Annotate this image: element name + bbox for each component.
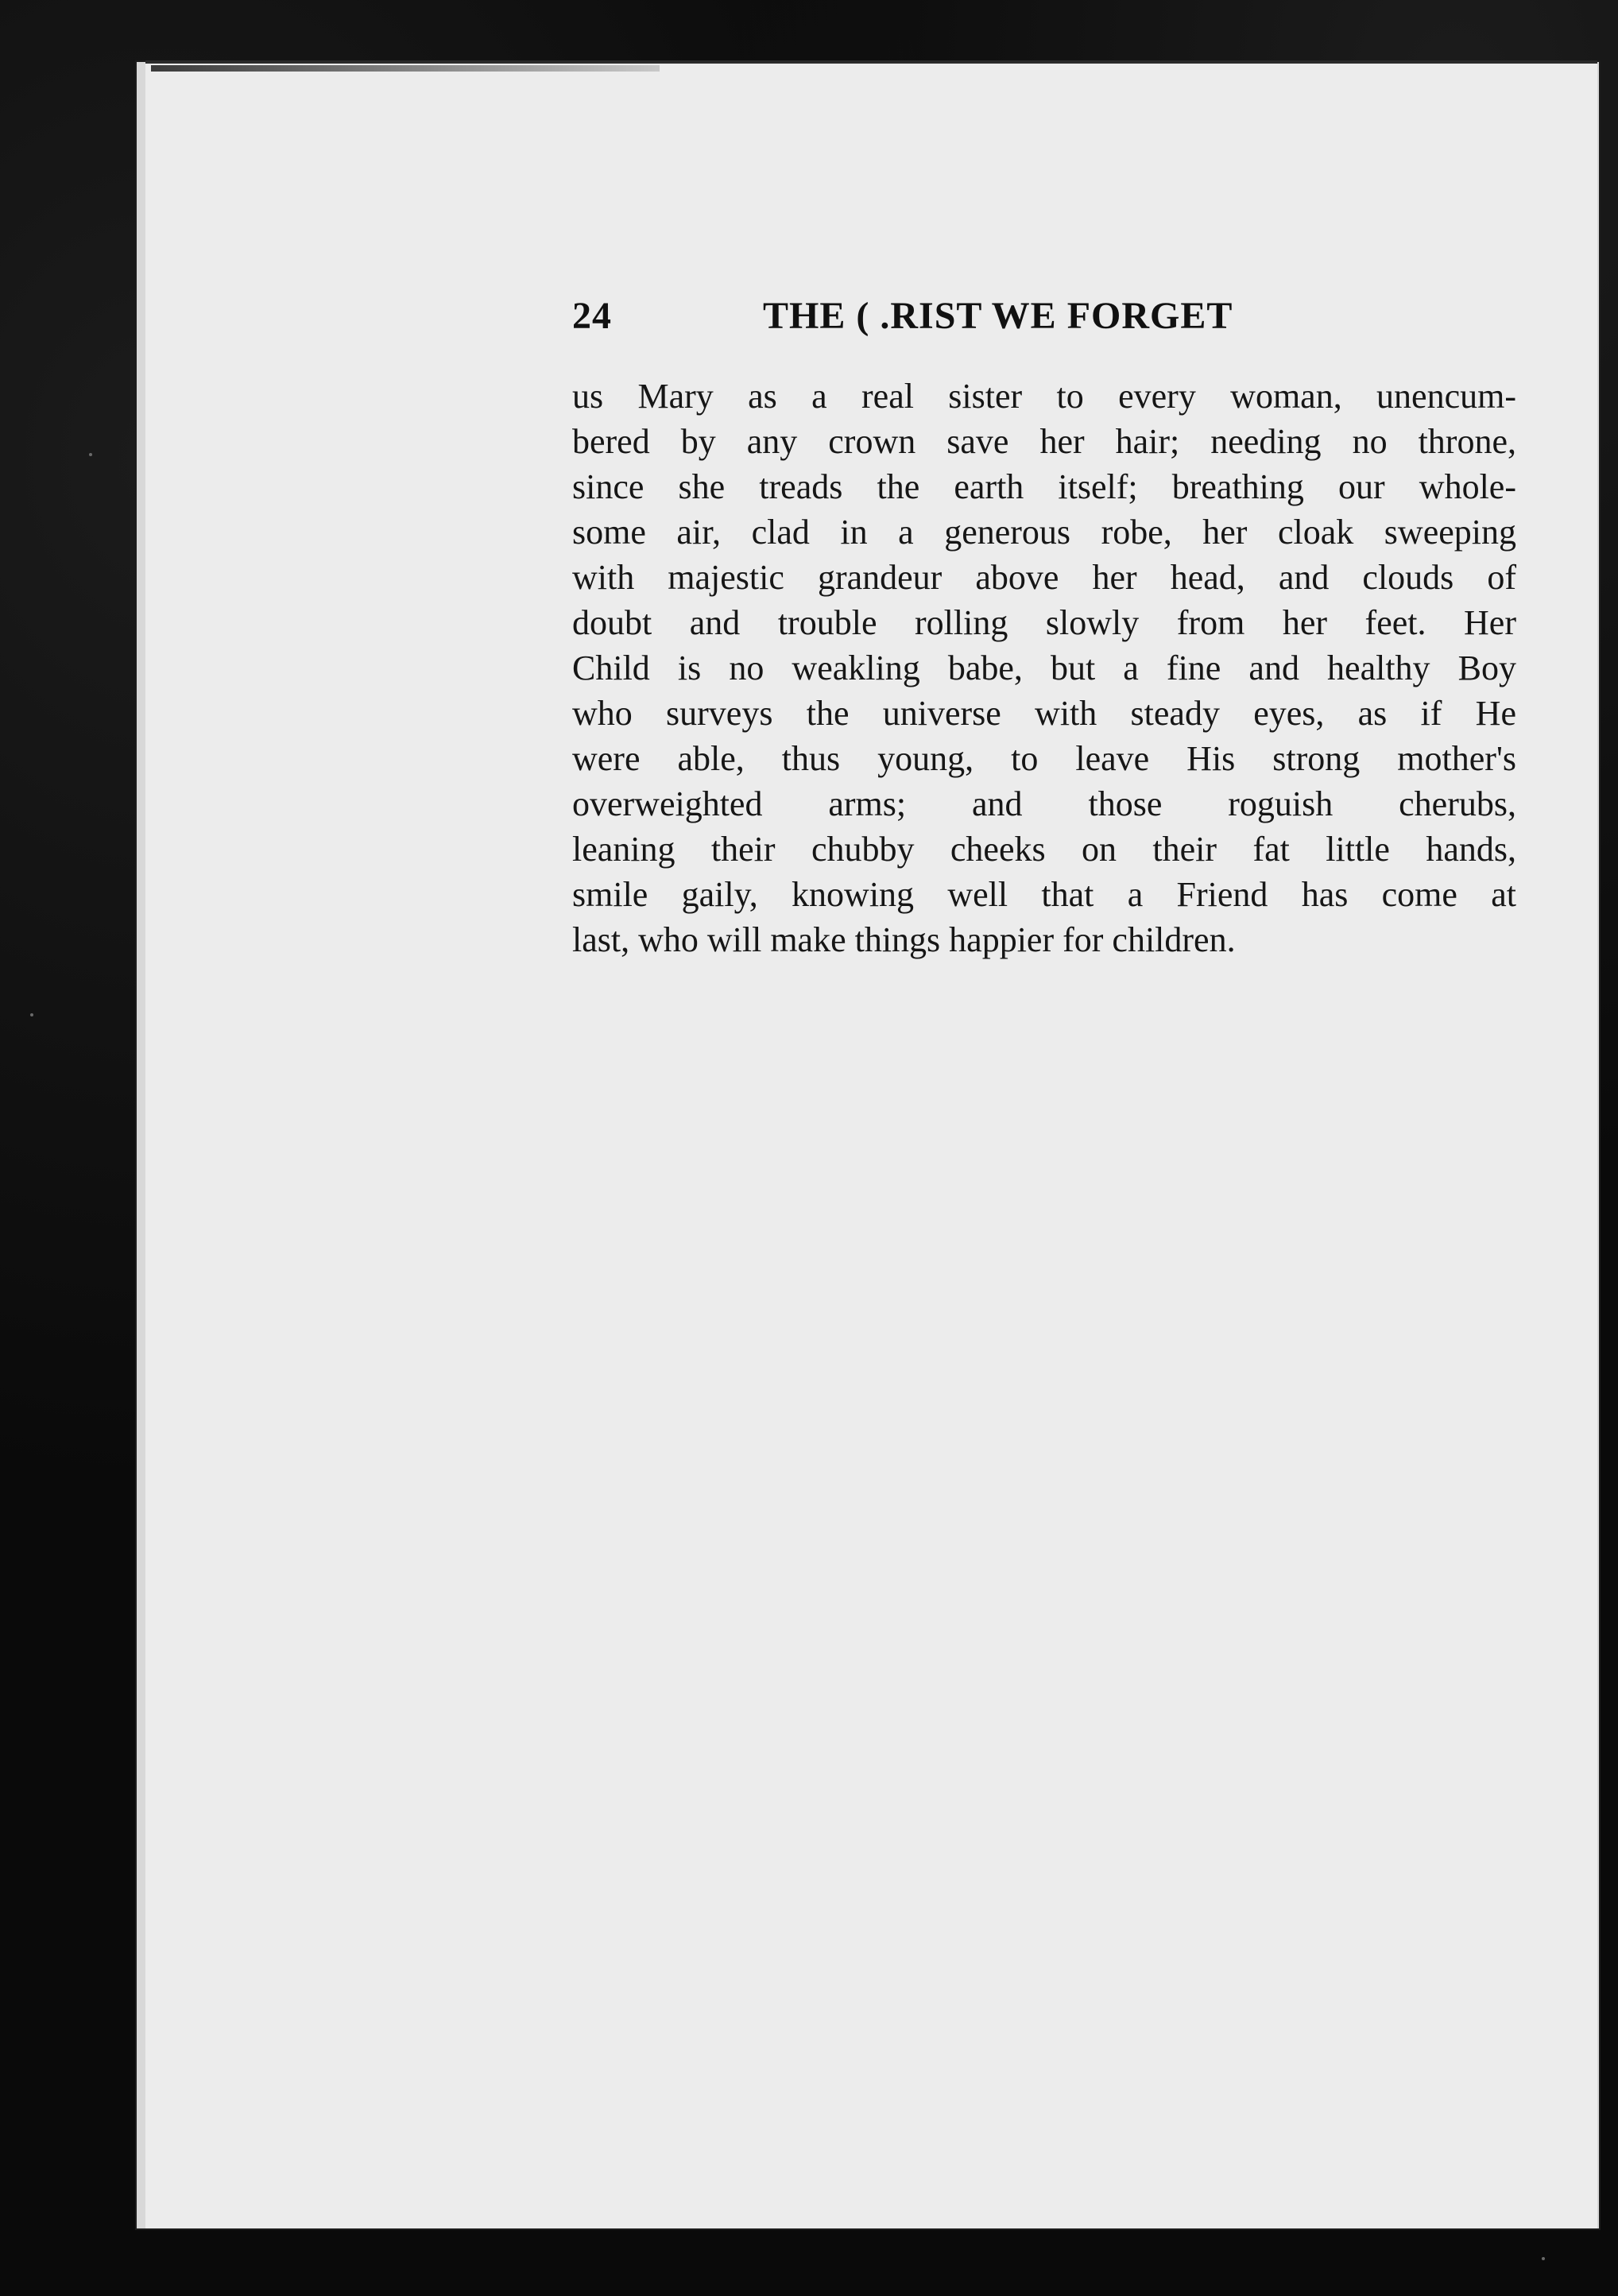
page-header	[572, 294, 1367, 350]
text-line: since she treads the earth itself; breathing our whole-	[572, 467, 1516, 506]
text-line: bered by any crown save her hair; needing no throne,	[572, 422, 1516, 461]
text-line: us Mary as a real sister to every woman, unencum-	[572, 377, 1516, 416]
text-line: were able, thus young, to leave His strong mother's	[572, 739, 1516, 778]
dust-speck	[1542, 2257, 1545, 2260]
dust-speck	[30, 1013, 33, 1016]
text-line: leaning their chubby cheeks on their fat little hands,	[572, 830, 1516, 869]
text-line: with majestic grandeur above her head, and clouds of	[572, 558, 1516, 597]
page-number: 24	[572, 295, 612, 337]
page-top-edge-shadow	[151, 65, 660, 72]
text-line: last, who will make things happier for children.	[572, 920, 1236, 959]
text-line: who surveys the universe with steady eyes, as if He	[572, 694, 1516, 733]
text-line: doubt and trouble rolling slowly from her feet. Her	[572, 603, 1516, 642]
body-paragraph	[572, 374, 1516, 962]
running-title: THE ( .RIST WE FORGET	[763, 295, 1233, 337]
text-line: smile gaily, knowing well that a Friend has come at	[572, 875, 1516, 914]
text-line: overweighted arms; and those roguish cherubs,	[572, 784, 1516, 823]
text-line: some air, clad in a generous robe, her cloak sweeping	[572, 513, 1516, 552]
text-line: Child is no weakling babe, but a fine and healthy Boy	[572, 649, 1516, 687]
dust-speck	[89, 453, 92, 456]
